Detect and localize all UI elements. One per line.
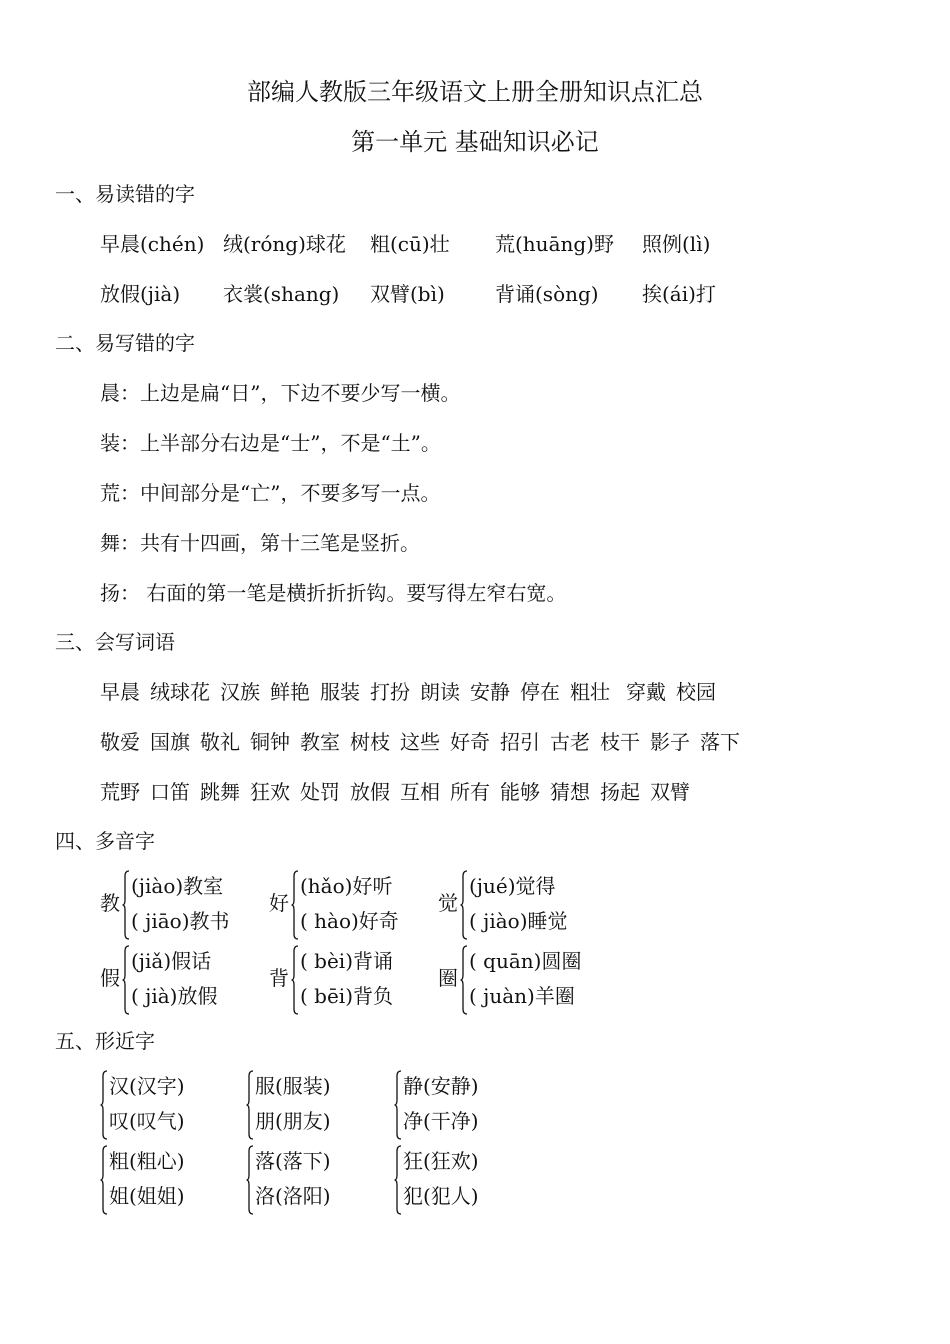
misread-word: 荒(huāng)野 — [495, 232, 614, 256]
polyphonic-char: 背 — [269, 966, 289, 990]
brace-icon — [246, 1070, 254, 1140]
similar-char: 净(干净) — [403, 1109, 479, 1133]
polyphonic-char: 圈 — [438, 966, 458, 990]
vocabulary-word: 所有 — [450, 780, 490, 804]
brace-icon — [100, 1070, 108, 1140]
vocabulary-word: 朗读 — [420, 680, 460, 704]
brace-icon — [122, 870, 130, 940]
similar-char: 犯(犯人) — [403, 1184, 479, 1208]
unit-subtitle: 第一单元 基础知识必记 — [351, 128, 599, 156]
vocabulary-word: 安静 — [470, 680, 510, 704]
vocabulary-word: 停在 — [520, 680, 560, 704]
polyphonic-reading: ( quān)圆圈 — [469, 949, 582, 973]
miswritten-note: 装：上半部分右边是“士”，不是“土”。 — [100, 431, 441, 455]
vocabulary-word: 影子 — [650, 730, 690, 754]
polyphonic-reading: ( bēi)背负 — [300, 984, 393, 1008]
brace-icon — [460, 870, 468, 940]
vocabulary-word: 放假 — [350, 780, 390, 804]
vocabulary-word: 好奇 — [450, 730, 490, 754]
vocabulary-word: 双臂 — [650, 780, 690, 804]
vocabulary-word: 猜想 — [550, 780, 590, 804]
misread-word: 粗(cū)壮 — [370, 232, 450, 256]
vocabulary-word: 互相 — [400, 780, 440, 804]
vocabulary-word: 树枝 — [350, 730, 390, 754]
brace-icon — [100, 1145, 108, 1215]
vocabulary-word: 铜钟 — [250, 730, 290, 754]
similar-char: 静(安静) — [403, 1074, 479, 1098]
miswritten-note: 荒：中间部分是“亡”，不要多写一点。 — [100, 481, 441, 505]
brace-icon — [394, 1145, 402, 1215]
vocabulary-word: 处罚 — [300, 780, 340, 804]
similar-char: 叹(叹气) — [109, 1109, 185, 1133]
polyphonic-char: 假 — [100, 966, 120, 990]
vocabulary-word: 招引 — [500, 730, 540, 754]
vocabulary-word: 鲜艳 — [270, 680, 310, 704]
section-heading-misread: 一、易读错的字 — [55, 182, 195, 206]
polyphonic-reading: ( bèi)背诵 — [300, 949, 393, 973]
vocabulary-word: 服装 — [320, 680, 360, 704]
vocabulary-word: 绒球花 — [150, 680, 210, 704]
brace-icon — [122, 945, 130, 1015]
vocabulary-word: 古老 — [550, 730, 590, 754]
polyphonic-char: 好 — [269, 891, 289, 915]
polyphonic-reading: (jué)觉得 — [469, 874, 556, 898]
similar-char: 服(服装) — [255, 1074, 331, 1098]
vocabulary-word: 狂欢 — [250, 780, 290, 804]
brace-icon — [291, 870, 299, 940]
vocabulary-word: 扬起 — [600, 780, 640, 804]
vocabulary-word: 荒野 — [100, 780, 140, 804]
misread-word: 衣裳(shang) — [223, 282, 340, 306]
misread-word: 挨(ái)打 — [642, 282, 716, 306]
similar-char: 汉(汉字) — [109, 1074, 185, 1098]
vocabulary-word: 打扮 — [370, 680, 410, 704]
misread-word: 双臂(bì) — [370, 282, 445, 306]
section-heading-similar-chars: 五、形近字 — [55, 1029, 155, 1053]
section-heading-vocabulary: 三、会写词语 — [55, 630, 175, 654]
vocabulary-word: 粗壮 — [570, 680, 610, 704]
brace-icon — [394, 1070, 402, 1140]
section-heading-polyphonic: 四、多音字 — [55, 829, 155, 853]
similar-char: 朋(朋友) — [255, 1109, 331, 1133]
similar-char: 粗(粗心) — [109, 1149, 185, 1173]
vocabulary-row-2 — [100, 726, 750, 755]
vocabulary-word: 能够 — [500, 780, 540, 804]
polyphonic-reading: ( jiào)睡觉 — [469, 909, 568, 933]
polyphonic-reading: (hǎo)好听 — [300, 874, 393, 898]
similar-char: 狂(狂欢) — [403, 1149, 479, 1173]
vocabulary-word: 校园 — [676, 680, 716, 704]
misread-word: 绒(róng)球花 — [223, 232, 346, 256]
vocabulary-word: 汉族 — [220, 680, 260, 704]
vocabulary-word: 跳舞 — [200, 780, 240, 804]
miswritten-note: 晨：上边是扁“日”，下边不要少写一横。 — [100, 381, 461, 405]
vocabulary-word: 敬爱 — [100, 730, 140, 754]
miswritten-note: 扬： 右面的第一笔是横折折折钩。要写得左窄右宽。 — [100, 581, 567, 605]
vocabulary-row-1 — [100, 676, 726, 705]
misread-word: 照例(lì) — [642, 232, 711, 256]
misread-word: 早晨(chén) — [100, 232, 205, 256]
polyphonic-reading: ( juàn)羊圈 — [469, 984, 575, 1008]
vocabulary-word: 敬礼 — [200, 730, 240, 754]
miswritten-note: 舞：共有十四画，第十三笔是竖折。 — [100, 531, 420, 555]
vocabulary-word: 这些 — [400, 730, 440, 754]
polyphonic-reading: (jiǎ)假话 — [131, 949, 212, 973]
vocabulary-word: 国旗 — [150, 730, 190, 754]
section-heading-miswritten: 二、易写错的字 — [55, 331, 195, 355]
polyphonic-reading: (jiào)教室 — [131, 874, 224, 898]
similar-char: 洛(洛阳) — [255, 1184, 331, 1208]
vocabulary-word: 口笛 — [150, 780, 190, 804]
polyphonic-reading: ( jià)放假 — [131, 984, 218, 1008]
polyphonic-char: 教 — [100, 891, 120, 915]
similar-char: 落(落下) — [255, 1149, 331, 1173]
vocabulary-row-3 — [100, 776, 700, 805]
brace-icon — [291, 945, 299, 1015]
similar-char: 姐(姐姐) — [109, 1184, 185, 1208]
vocabulary-word: 教室 — [300, 730, 340, 754]
misread-word: 放假(jià) — [100, 282, 181, 306]
brace-icon — [246, 1145, 254, 1215]
vocabulary-word: 枝干 — [600, 730, 640, 754]
document-title: 部编人教版三年级语文上册全册知识点汇总 — [247, 78, 703, 106]
vocabulary-word: 早晨 — [100, 680, 140, 704]
polyphonic-char: 觉 — [438, 891, 458, 915]
brace-icon — [460, 945, 468, 1015]
vocabulary-word: 落下 — [700, 730, 740, 754]
misread-word: 背诵(sòng) — [495, 282, 599, 306]
vocabulary-word: 穿戴 — [626, 680, 666, 704]
polyphonic-reading: ( hào)好奇 — [300, 909, 399, 933]
polyphonic-reading: ( jiāo)教书 — [131, 909, 230, 933]
